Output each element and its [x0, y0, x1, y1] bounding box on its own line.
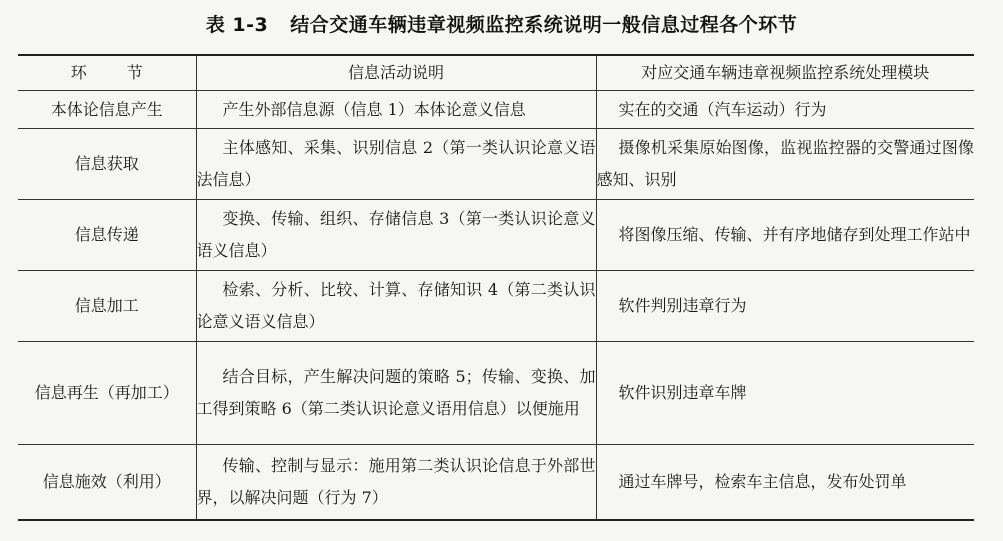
description-cell: 变换、传输、组织、存储信息 3（第一类认识论意义语义信息）: [196, 200, 596, 271]
module-cell: 实在的交通（汽车运动）行为: [596, 91, 974, 129]
table-row: [18, 200, 974, 271]
description-cell: 主体感知、采集、识别信息 2（第一类认识论意义语法信息）: [196, 129, 596, 200]
table-number: 表 1-3: [205, 14, 269, 36]
module-cell: 软件识别违章车牌: [596, 342, 974, 445]
stage-cell: 信息获取: [18, 129, 196, 200]
table-row: [18, 342, 974, 445]
header-module: 对应交通车辆违章视频监控系统处理模块: [596, 55, 974, 91]
table-row: [18, 129, 974, 200]
description-cell: 结合目标，产生解决问题的策略 5；传输、变换、加工得到策略 6（第二类认识论意义语用信息）以便施用: [196, 342, 596, 445]
info-process-table: [18, 54, 974, 521]
table-row: [18, 271, 974, 342]
module-cell: 软件判别违章行为: [596, 271, 974, 342]
stage-cell: 信息传递: [18, 200, 196, 271]
stage-cell: 信息加工: [18, 271, 196, 342]
stage-cell: 信息施效（利用）: [18, 445, 196, 521]
module-cell: 通过车牌号，检索车主信息，发布处罚单: [596, 445, 974, 521]
table-caption: [0, 10, 1003, 37]
header-stage: 环节: [18, 55, 196, 91]
table-title: 结合交通车辆违章视频监控系统说明一般信息过程各个环节: [290, 14, 798, 36]
stage-cell: 本体论信息产生: [18, 91, 196, 129]
stage-cell: 信息再生（再加工）: [18, 342, 196, 445]
description-cell: 产生外部信息源（信息 1）本体论意义信息: [196, 91, 596, 129]
module-cell: 摄像机采集原始图像，监视监控器的交警通过图像感知、识别: [596, 129, 974, 200]
table-row: [18, 445, 974, 521]
header-description: 信息活动说明: [196, 55, 596, 91]
description-cell: 传输、控制与显示：施用第二类认识论信息于外部世界，以解决问题（行为 7）: [196, 445, 596, 521]
table-header-row: [18, 55, 974, 91]
description-cell: 检索、分析、比较、计算、存储知识 4（第二类认识论意义语义信息）: [196, 271, 596, 342]
table-row: [18, 91, 974, 129]
module-cell: 将图像压缩、传输、并有序地储存到处理工作站中: [596, 200, 974, 271]
